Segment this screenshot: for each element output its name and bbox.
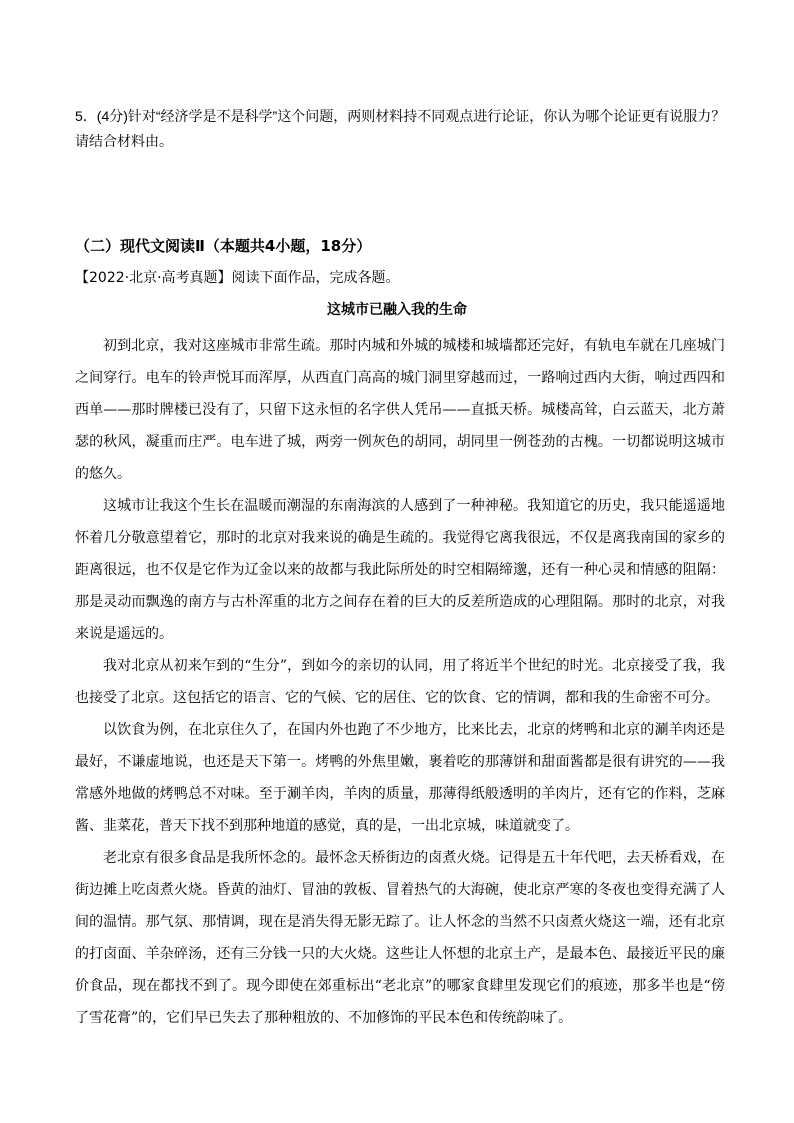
article-paragraph: 初到北京，我对这座城市非常生疏。那时内城和外城的城楼和城墙都还完好，有轨电车就在几座城门之间穿行。电车的铃声悦耳而浑厚，从西直门高高的城门洞里穿越而过，一路响过西内大街，响过西四和西单——那时牌楼已没有了，只留下这永恒的名字供人凭吊——直抵天桥。城楼高耸，白云蓝天，北方萧瑟的秋风，凝重而庄严。电车进了城，两旁一例灰色的胡同，胡同里一例苍劲的古槐。一切都说明这城市的悠久。 — [75, 338, 725, 482]
article-paragraph: 我对北京从初来乍到的“生分”，到如今的亲切的认同，用了将近半个世纪的时光。北京接受了我，我也接受了北京。这包括它的语言、它的气候、它的居住、它的饮食、它的情调，都和我的生命密不可分。 — [75, 658, 725, 706]
article-paragraph: 以饮食为例，在北京住久了，在国内外也跑了不少地方，比来比去，北京的烤鸭和北京的涮羊肉还是最好，不谦虚地说，也还是天下第一。烤鸭的外焦里嫩，裹着吃的那薄饼和甜面酱都是很有讲究的——我常感外地做的烤鸭总不对味。至于涮羊肉，羊肉的质量，那薄得纸般透明的羊肉片，还有它的作料，芝麻酱、韭菜花，普天下找不到那种地道的感觉，真的是，一出北京城，味道就变了。 — [75, 722, 725, 834]
question-5-line-1: 5．(4分)针对“经济学是不是科学”这个问题，两则材料持不同观点进行论证，你认为哪个论证更有说服力？ — [75, 108, 726, 124]
article-body — [75, 330, 725, 1034]
question-5 — [75, 104, 735, 154]
section-heading: （二）现代文阅读Ⅱ（本题共4小题，18分） — [75, 237, 372, 255]
article-paragraph: 老北京有很多食品是我所怀念的。最怀念天桥街边的卤煮火烧。记得是五十年代吧，去天桥看戏，在街边摊上吃卤煮火烧。昏黄的油灯、冒油的敦板、冒着热气的大海碗，使北京严寒的冬夜也变得充满了人间的温情。那气氛、那情调，现在是消失得无影无踪了。让人怀念的当然不只卤煮火烧这一端，还有北京的打卤面、羊杂碎汤，还有三分钱一只的大火烧。这些让人怀想的北京土产，是最本色、最接近平民的廉价食品，现在都找不到了。现今即使在郊重标出“老北京”的哪家食肆里发现它们的痕迹，那多半也是“傍了雪花膏”的，它们早已失去了那种粗放的、不加修饰的平民本色和传统韵味了。 — [75, 850, 725, 1026]
article-paragraph: 这城市让我这个生长在温暖而潮湿的东南海滨的人感到了一种神秘。我知道它的历史，我只能遥遥地怀着几分敬意望着它，那时的北京对我来说的确是生疏的。我觉得它离我很远，不仅是离我南国的家乡的距离很远，也不仅是它作为辽金以来的故都与我此际所处的时空相隔缔邈，还有一种心灵和情感的阻隔：那是灵动而飘逸的南方与古朴浑重的北方之间存在着的巨大的反差所造成的心理阻隔。那时的北京，对我来说是遥远的。 — [75, 498, 725, 642]
question-5-line-2: 请结合材料由。 — [75, 133, 173, 149]
article-title: 这城市已融入我的生命 — [327, 302, 467, 318]
source-note: 【2022·北京·高考真题】阅读下面作品，完成各题。 — [75, 270, 400, 286]
